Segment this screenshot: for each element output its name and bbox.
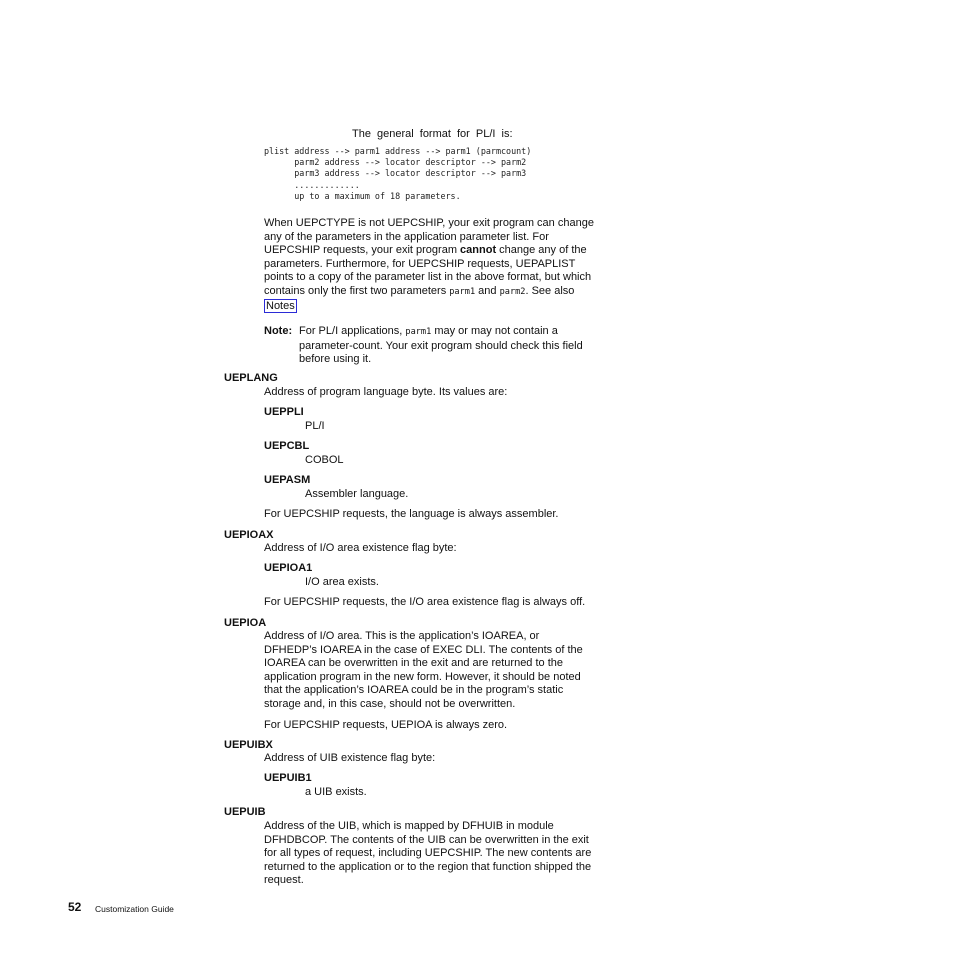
text-line	[264, 244, 594, 258]
desc-uepioax: Address of I/O area existence flag byte:	[264, 542, 457, 554]
term-uepioa1: UEPIOA1	[264, 562, 313, 574]
term-ueppli: UEPPLI	[264, 406, 304, 418]
term-uepasm: UEPASM	[264, 474, 311, 486]
desc-ueppli: PL/I	[305, 420, 325, 432]
paragraph-parameters	[264, 217, 594, 313]
page-number: 52	[68, 900, 82, 914]
code-parm1: parm1	[405, 327, 432, 337]
emphasis-cannot: cannot	[460, 244, 497, 257]
code-line: parm3 address --> locator descriptor --> parm3	[264, 168, 527, 179]
code-line: parm2 address --> locator descriptor --> parm2	[264, 157, 527, 168]
code-line: up to a maximum of 18 parameters.	[264, 190, 461, 201]
text-line: request.	[264, 874, 304, 887]
term-uepuibx: UEPUIBX	[224, 739, 273, 751]
note-block	[264, 325, 584, 367]
footer-title: Customization Guide	[95, 904, 174, 914]
text-line: before using it.	[299, 353, 372, 366]
text-line: Address of I/O area. This is the application’s IOAREA, or	[264, 630, 540, 642]
ueplang-note: For UEPCSHIP requests, the language is always assembler.	[264, 508, 559, 520]
code-parm1: parm1	[449, 286, 476, 297]
text-run: For PL/I applications,	[299, 325, 406, 337]
uepioax-note: For UEPCSHIP requests, the I/O area existence flag is always off.	[264, 596, 586, 608]
notes-link[interactable]: Notes	[266, 299, 295, 312]
text-run: contains only the first two parameters	[264, 284, 450, 297]
term-uepioa: UEPIOA	[224, 617, 267, 629]
text-line	[299, 325, 619, 340]
text-run: and	[475, 284, 500, 297]
text-line: points to a copy of the parameter list in the above format, but which	[264, 271, 592, 284]
text-line: DFHDBCOP. The contents of the UIB can be overwritten in the exit	[264, 833, 589, 846]
code-line: plist address --> parm1 address --> parm1 (parmcount)	[264, 146, 532, 156]
code-block	[264, 146, 531, 202]
term-uepuib: UEPUIB	[224, 806, 266, 818]
desc-uepasm: Assembler language.	[305, 488, 409, 500]
note-body	[299, 325, 619, 367]
desc-uepioa1: I/O area exists.	[305, 576, 379, 588]
text-run: may or may not contain a	[431, 325, 558, 337]
desc-uepuib1: a UIB exists.	[305, 786, 367, 798]
desc-ueplang: Address of program language byte. Its values are:	[264, 386, 508, 398]
desc-uepioa	[264, 630, 583, 712]
text-line: parameter-count. Your exit program should check this field	[299, 339, 583, 352]
text-line: storage and, in this case, should not be overwritten.	[264, 697, 516, 710]
text-line: parameters. Furthermore, for UEPCSHIP requests, UEPAPLIST	[264, 257, 576, 270]
text-run: UEPCSHIP requests, your exit program	[264, 244, 461, 257]
term-uepcbl: UEPCBL	[264, 440, 310, 452]
text-line: for all types of request, including UEPCSHIP. The new contents are	[264, 847, 592, 860]
desc-uepcbl: COBOL	[305, 454, 344, 466]
code-line: .............	[264, 179, 360, 190]
text-run: change any of the	[496, 244, 587, 257]
text-line: When UEPCTYPE is not UEPCSHIP, your exit program can change	[264, 217, 594, 229]
desc-uepuib	[264, 820, 591, 888]
text-run: . See also	[525, 284, 575, 297]
text-line: any of the parameters in the application parameter list. For	[264, 230, 549, 243]
text-line: DFHEDP’s IOAREA in the case of EXEC DLI. The contents of the	[264, 643, 583, 656]
term-uepuib1: UEPUIB1	[264, 772, 312, 784]
text-line: Address of the UIB, which is mapped by DFHUIB in module	[264, 820, 554, 832]
text-line: returned to the application or to the region that function shipped the	[264, 860, 592, 873]
code-parm2: parm2	[499, 286, 526, 297]
intro-text: The general format for PL/I is:	[352, 128, 513, 140]
note-label: Note:	[264, 325, 293, 337]
term-uepioax: UEPIOAX	[224, 529, 274, 541]
text-line: that the application’s IOAREA could be in the program’s static	[264, 684, 564, 697]
desc-uepuibx: Address of UIB existence flag byte:	[264, 752, 436, 764]
uepioa-note: For UEPCSHIP requests, UEPIOA is always zero.	[264, 719, 508, 731]
text-line	[264, 285, 594, 300]
text-line: application program in the new form. However, it should be noted	[264, 670, 581, 683]
term-ueplang: UEPLANG	[224, 372, 278, 384]
text-line: IOAREA can be overwritten in the exit and are returned to the	[264, 657, 564, 670]
text-line	[264, 300, 594, 314]
